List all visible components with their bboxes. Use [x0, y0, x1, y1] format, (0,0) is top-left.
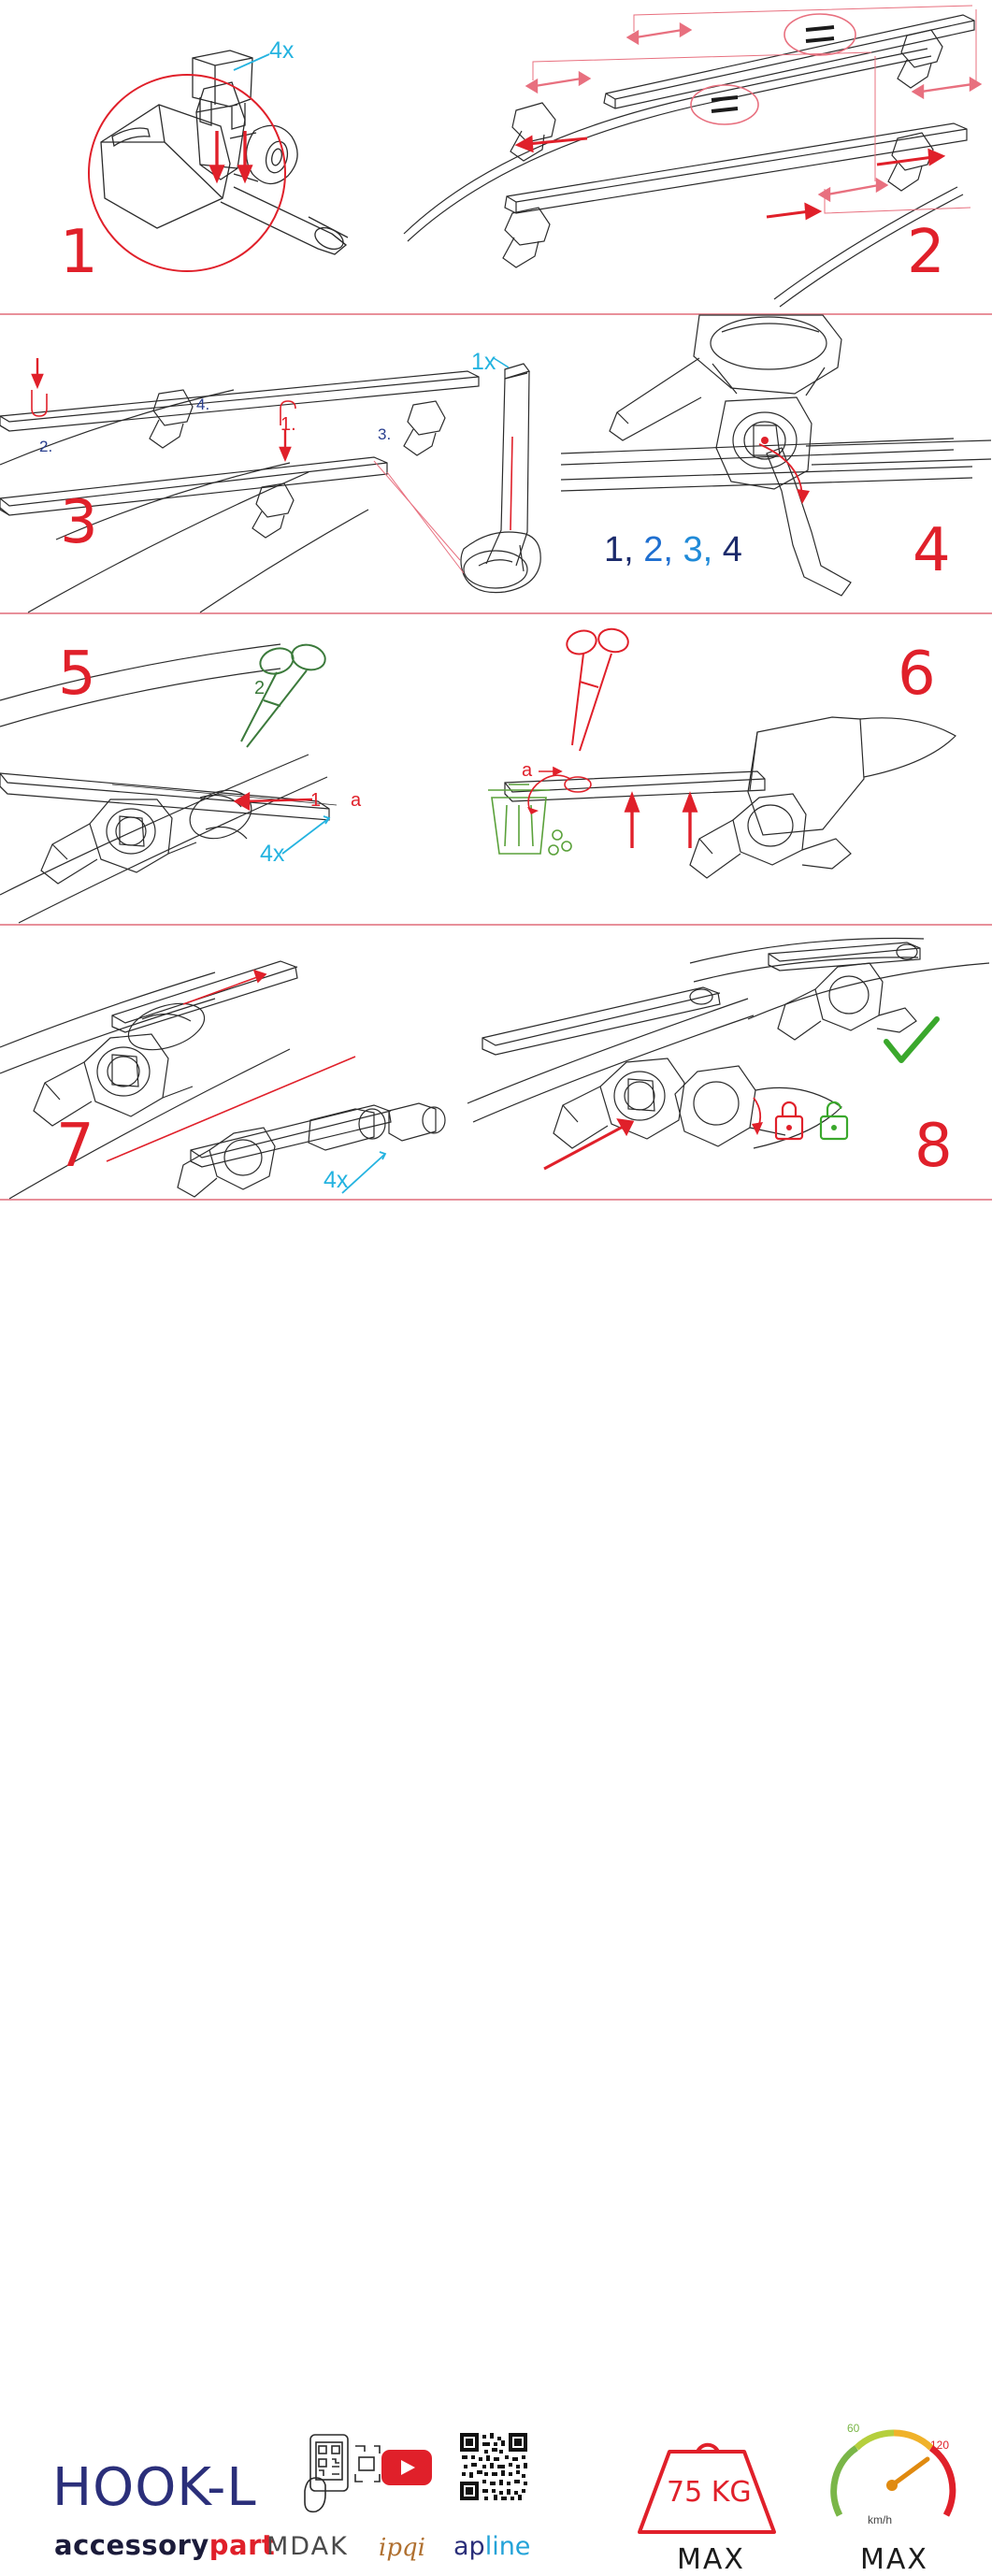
seq-3: 3, [683, 530, 713, 569]
step-2-panel [402, 0, 992, 313]
phone-qr-scan-icon [301, 2433, 381, 2515]
brand-part-accessory: accessory [54, 2529, 209, 2561]
step-7-panel [0, 926, 467, 1199]
step-6-panel [449, 614, 992, 923]
step-3-order-2: 2. [39, 438, 53, 455]
step-2-illustration [402, 0, 992, 313]
qr-code [460, 2433, 527, 2500]
step-1-number: 1 [60, 218, 98, 287]
step-7-number: 7 [56, 1112, 94, 1181]
footer [0, 1206, 992, 2576]
logo-apline-part1: ap [453, 2532, 485, 2561]
gauge-min-label: 60 [847, 2422, 860, 2435]
step-4-number: 4 [913, 516, 951, 585]
seq-4: 4 [722, 530, 742, 569]
step-5-label-2: 2 [254, 678, 266, 698]
max-speed-label: MAX [860, 2543, 928, 2576]
brand-name [54, 2529, 275, 2561]
step-8-panel [467, 926, 992, 1199]
youtube-icon[interactable] [381, 2450, 432, 2485]
logo-apline-part2: line [484, 2532, 531, 2561]
step-3-order-3: 3. [378, 425, 392, 443]
logo-ipqi: ipqi [379, 2534, 425, 2562]
seq-1: 1, [604, 530, 634, 569]
step-6-label-a: a [522, 760, 533, 781]
brand-part-part: part [208, 2529, 276, 2561]
step-5-label-4x: 4x [260, 841, 285, 867]
logo-apline [453, 2532, 530, 2561]
step-2-number: 2 [907, 218, 945, 287]
speed-unit-label: km/h [868, 2513, 893, 2526]
step-1-label-4x: 4x [269, 37, 295, 64]
step-1-panel [0, 0, 402, 313]
step-5-label-a: a [351, 790, 362, 811]
step-3-panel [0, 315, 561, 612]
divider-4 [0, 1199, 992, 1201]
step-6-number: 6 [898, 640, 936, 709]
max-weight-value: 75 KG [667, 2476, 752, 2509]
step-4-panel [561, 315, 992, 612]
step-3-order-1: 1. [280, 414, 296, 435]
product-title: HOOK-L [52, 2457, 257, 2518]
step-3-order-4: 4. [196, 396, 210, 413]
step-5-label-1: 1 [310, 790, 322, 811]
step-3-number: 3 [60, 488, 98, 557]
step-8-illustration [467, 926, 992, 1199]
logo-mdak: MDAK [266, 2532, 349, 2561]
step-7-label-4x: 4x [323, 1167, 349, 1193]
step-5-number: 5 [58, 640, 96, 709]
step-5-panel [0, 614, 449, 923]
step-4-sequence [604, 530, 742, 570]
seq-2: 2, [643, 530, 673, 569]
step-3-label-1x: 1x [471, 349, 496, 375]
step-8-number: 8 [914, 1112, 953, 1181]
max-weight-label: MAX [677, 2543, 745, 2576]
gauge-max-label: 120 [930, 2439, 950, 2452]
